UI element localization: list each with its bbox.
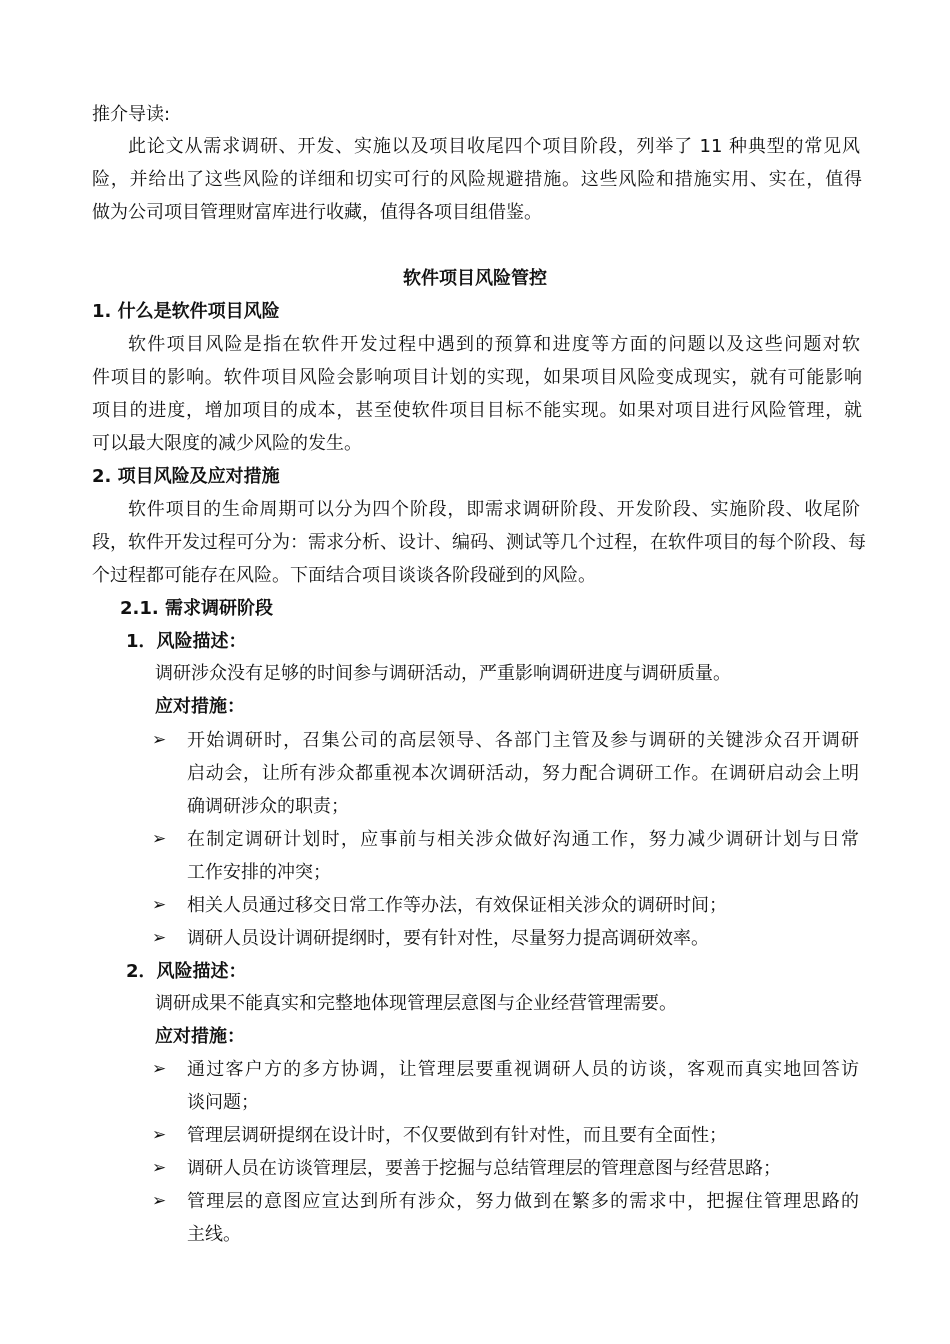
section-1-line-4: 可以最大限度的减少风险的发生。 bbox=[92, 433, 362, 454]
section-2-line-2: 段，软件开发过程可分为：需求分析、设计、编码、测试等几个过程，在软件项目的每个阶段、每 bbox=[92, 532, 866, 553]
subsection-2-1-heading: 2.1. 需求调研阶段 bbox=[120, 598, 273, 619]
risk-1-measure-2-line-1: 在制定调研计划时，应事前与相关涉众做好沟通工作，努力减少调研计划与日常 bbox=[187, 829, 859, 850]
bullet-arrow-icon: ➢ bbox=[152, 928, 167, 948]
risk-1-measure-2-line-2: 工作安排的冲突； bbox=[187, 862, 331, 883]
risk-2-description: 调研成果不能真实和完整地体现管理层意图与企业经营管理需要。 bbox=[155, 993, 677, 1014]
risk-1-measure-4-line-1: 调研人员设计调研提纲时，要有针对性，尽量努力提高调研效率。 bbox=[187, 928, 709, 949]
bullet-arrow-icon: ➢ bbox=[152, 1125, 167, 1145]
risk-1-measures-label: 应对措施： bbox=[155, 696, 245, 717]
intro-label: 推介导读: bbox=[92, 104, 171, 125]
risk-2-measures-label: 应对措施： bbox=[155, 1026, 245, 1047]
risk-2-measure-4-line-1: 管理层的意图应宣达到所有涉众，努力做到在繁多的需求中，把握住管理思路的 bbox=[187, 1191, 859, 1212]
risk-1-measure-1-line-1: 开始调研时，召集公司的高层领导、各部门主管及参与调研的关键涉众召开调研 bbox=[187, 730, 859, 751]
bullet-arrow-icon: ➢ bbox=[152, 1059, 167, 1079]
bullet-arrow-icon: ➢ bbox=[152, 1158, 167, 1178]
section-1-heading: 1. 什么是软件项目风险 bbox=[92, 301, 280, 322]
risk-2-measure-1-line-1: 通过客户方的多方协调，让管理层要重视调研人员的访谈，客观而真实地回答访 bbox=[187, 1059, 859, 1080]
section-2-heading: 2. 项目风险及应对措施 bbox=[92, 466, 280, 487]
section-1-line-2: 件项目的影响。软件项目风险会影响项目计划的实现，如果项目风险变成现实，就有可能影响 bbox=[92, 367, 862, 388]
risk-1-measure-1-line-2: 启动会，让所有涉众都重视本次调研活动，努力配合调研工作。在调研启动会上明 bbox=[187, 763, 859, 784]
intro-paragraph-line-1: 此论文从需求调研、开发、实施以及项目收尾四个项目阶段，列举了 11 种典型的常见风 bbox=[128, 136, 860, 157]
section-1-line-3: 项目的进度，增加项目的成本，甚至使软件项目目标不能实现。如果对项目进行风险管理，就 bbox=[92, 400, 862, 421]
risk-2-measure-3-line-1: 调研人员在访谈管理层，要善于挖掘与总结管理层的管理意图与经营思路； bbox=[187, 1158, 781, 1179]
section-1-line-1: 软件项目风险是指在软件开发过程中遇到的预算和进度等方面的问题以及这些问题对软 bbox=[128, 334, 860, 355]
risk-1-description: 调研涉众没有足够的时间参与调研活动，严重影响调研进度与调研质量。 bbox=[155, 663, 731, 684]
intro-paragraph-line-2: 险，并给出了这些风险的详细和切实可行的风险规避措施。这些风险和措施实用、实在，值得 bbox=[92, 169, 862, 190]
risk-2-label: 2．风险描述： bbox=[126, 961, 247, 982]
risk-1-measure-3-line-1: 相关人员通过移交日常工作等办法，有效保证相关涉众的调研时间； bbox=[187, 895, 727, 916]
document-title: 软件项目风险管控 bbox=[403, 268, 547, 289]
risk-2-measure-4-line-2: 主线。 bbox=[187, 1224, 241, 1245]
bullet-arrow-icon: ➢ bbox=[152, 829, 167, 849]
section-2-line-3: 个过程都可能存在风险。下面结合项目谈谈各阶段碰到的风险。 bbox=[92, 565, 596, 586]
risk-1-measure-1-line-3: 确调研涉众的职责； bbox=[187, 796, 349, 817]
risk-1-label: 1．风险描述： bbox=[126, 631, 247, 652]
bullet-arrow-icon: ➢ bbox=[152, 1191, 167, 1211]
risk-2-measure-2-line-1: 管理层调研提纲在设计时，不仅要做到有针对性，而且要有全面性； bbox=[187, 1125, 727, 1146]
intro-paragraph-line-3: 做为公司项目管理财富库进行收藏，值得各项目组借鉴。 bbox=[92, 202, 542, 223]
section-2-line-1: 软件项目的生命周期可以分为四个阶段，即需求调研阶段、开发阶段、实施阶段、收尾阶 bbox=[128, 499, 860, 520]
bullet-arrow-icon: ➢ bbox=[152, 895, 167, 915]
risk-2-measure-1-line-2: 谈问题； bbox=[187, 1092, 259, 1113]
bullet-arrow-icon: ➢ bbox=[152, 730, 167, 750]
